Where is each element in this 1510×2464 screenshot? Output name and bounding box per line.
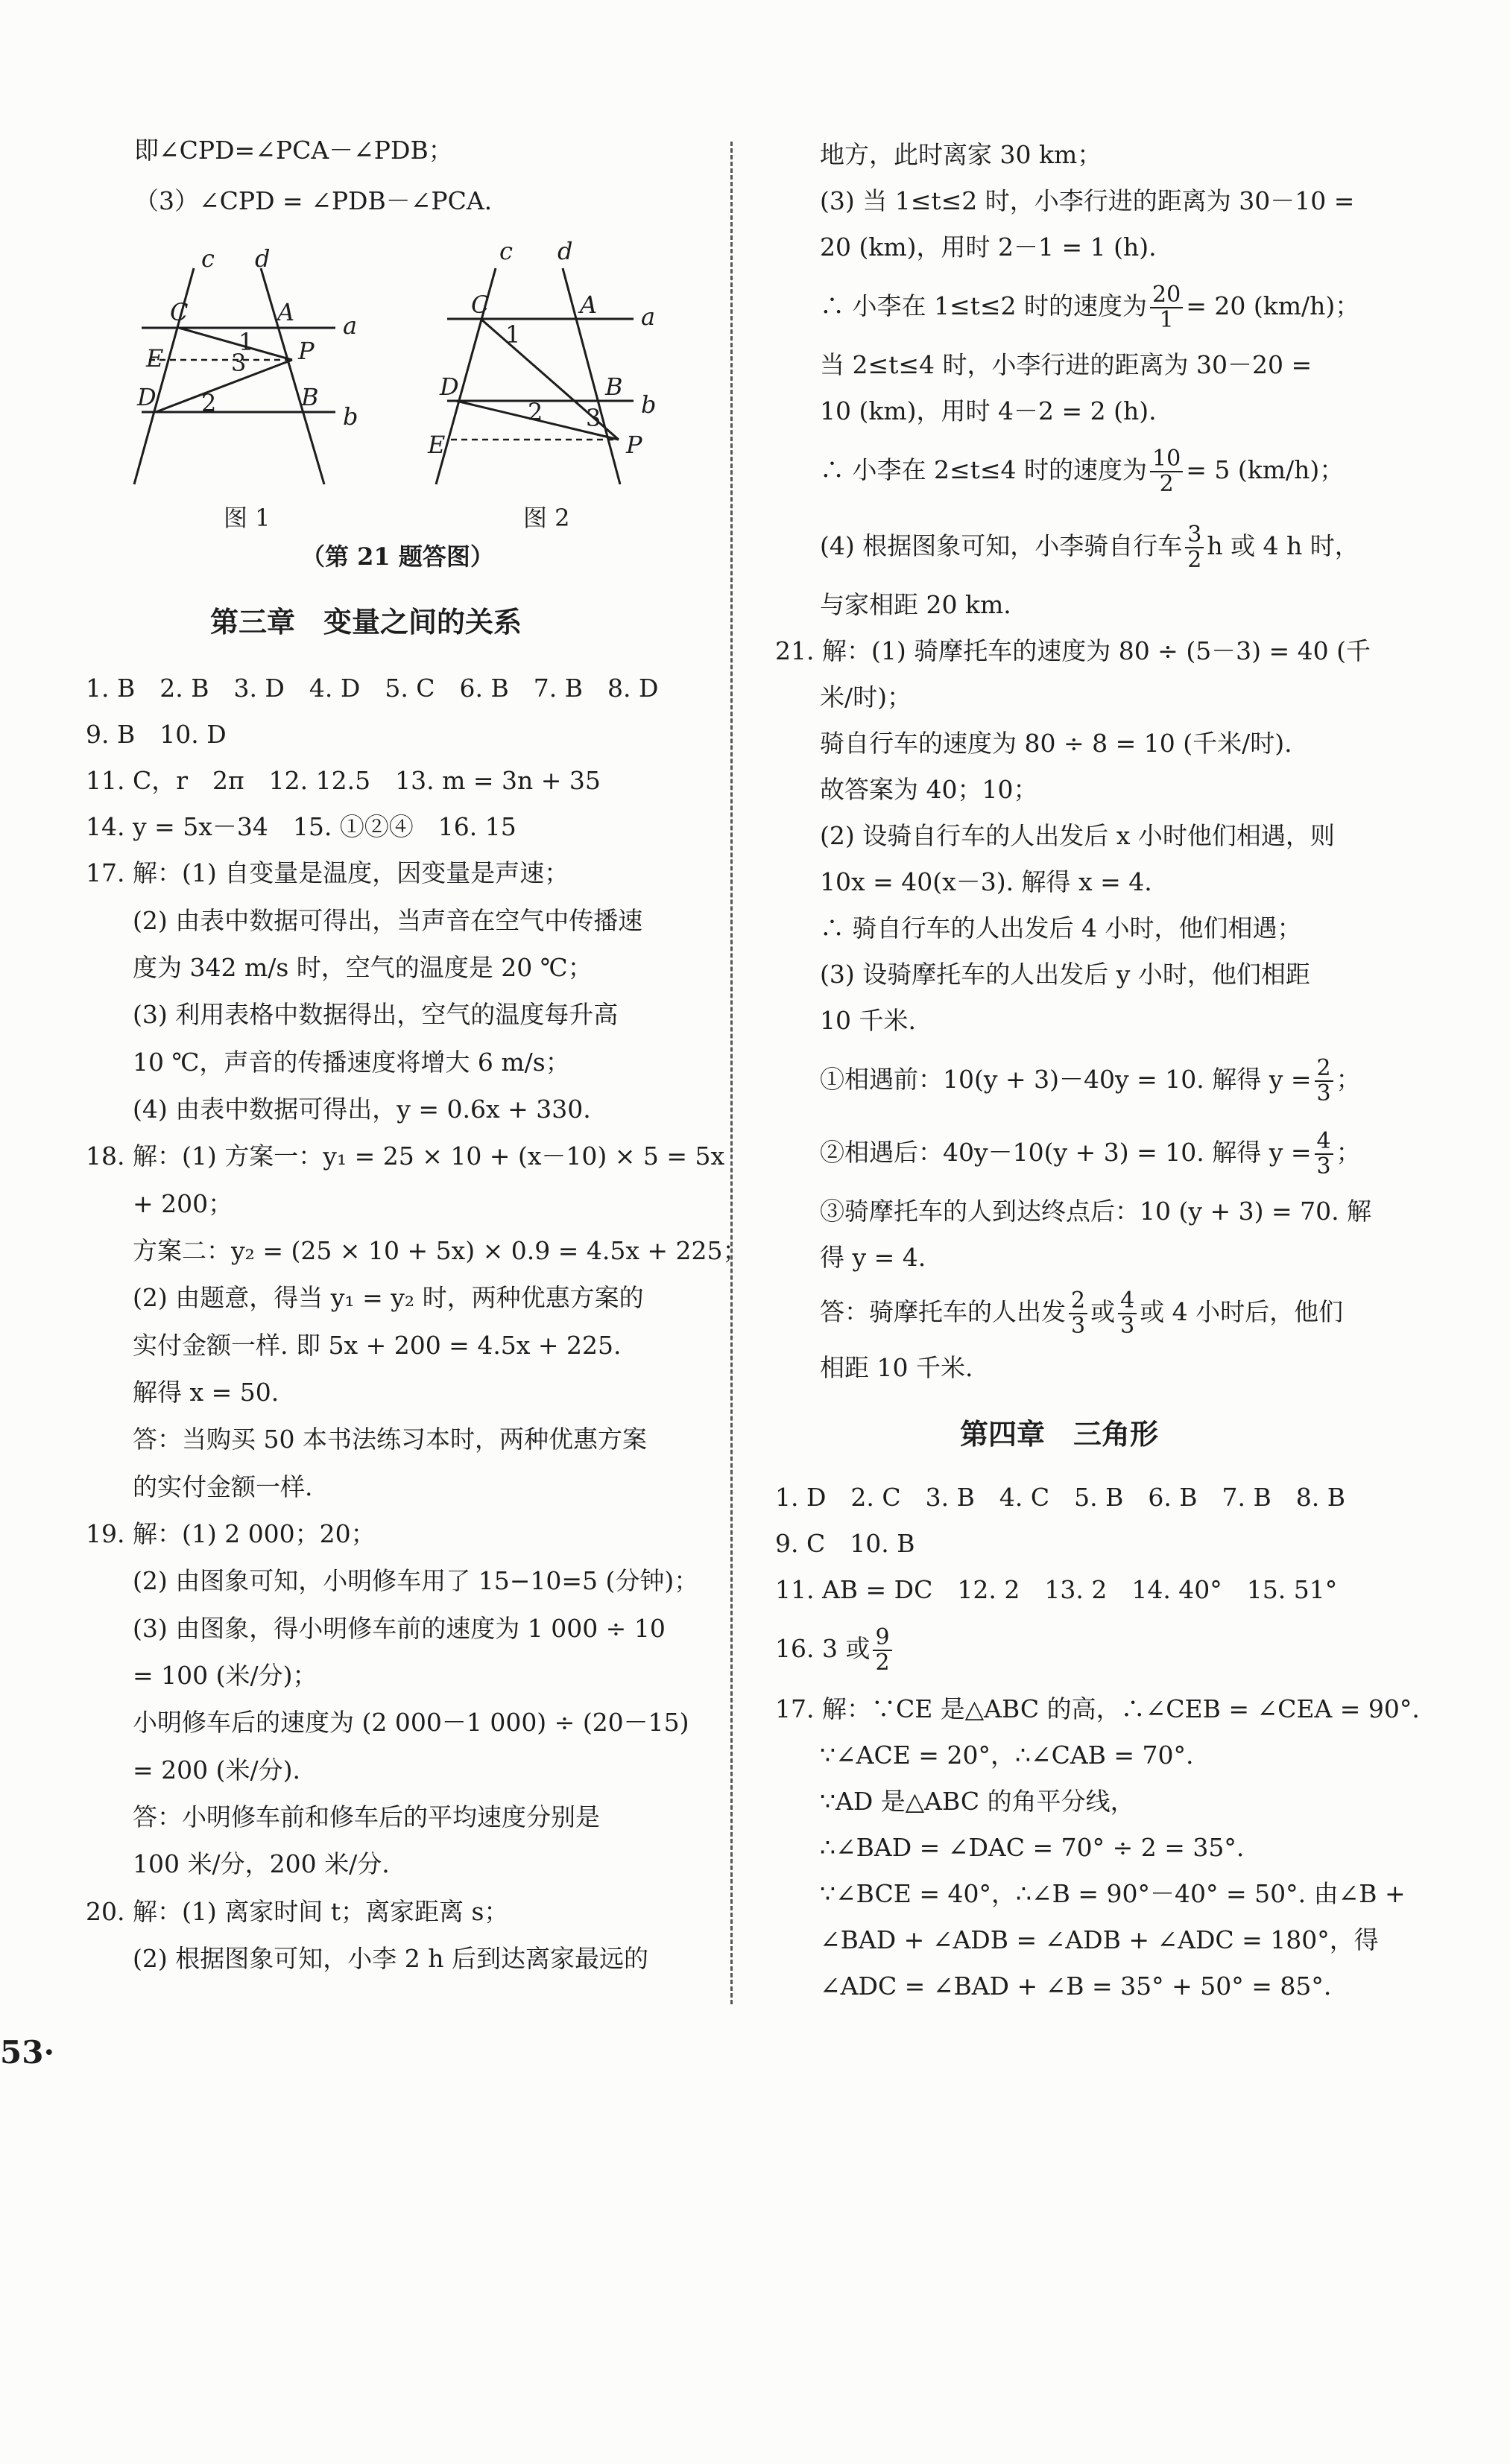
text-line: 与家相距 20 km. xyxy=(820,590,1011,619)
text-line: 得 y = 4. xyxy=(820,1243,926,1272)
answer-line: 19. 解：(1) 2 000；20； xyxy=(86,1519,376,1548)
answer-line: 100 米/分，200 米/分. xyxy=(133,1849,390,1878)
answer-line: 度为 342 m/s 时，空气的温度是 20 ℃； xyxy=(133,953,593,982)
text: ①相遇前：10(y + 3)－40y = 10. 解得 y = xyxy=(820,1065,1312,1094)
text-line: 即∠CPD=∠PCA－∠PDB； xyxy=(134,136,453,165)
fig1-label: 3 xyxy=(231,349,247,377)
numerator: 9 xyxy=(873,1626,891,1651)
denominator: 3 xyxy=(1120,1313,1135,1339)
answer-line: (2) 根据图象可知，小李 2 h 后到达离家最远的 xyxy=(133,1944,648,1973)
text: ②相遇后：40y－10(y + 3) = 10. 解得 y = xyxy=(820,1138,1312,1167)
answer-line: 18. 解：(1) 方案一：y₁ = 25 × 10 + (x－10) × 5 = 5x xyxy=(86,1141,725,1171)
answer-line: ∵∠ACE = 20°，∴∠CAB = 70°. xyxy=(820,1741,1194,1770)
fraction xyxy=(1150,447,1183,496)
chapter-title: 第三章 变量之间的关系 xyxy=(210,605,522,639)
denominator: 2 xyxy=(1159,471,1174,497)
text-line: 故答案为 40；10； xyxy=(820,775,1038,804)
answer-line: 答：当购买 50 本书法练习本时，两种优惠方案 xyxy=(133,1425,647,1454)
text-line: (3) 当 1≤t≤2 时，小李行进的距离为 30－10 = xyxy=(820,186,1355,215)
fraction xyxy=(1185,523,1204,572)
answer-fraction-line xyxy=(820,1289,1343,1338)
text: ； xyxy=(1336,1138,1361,1167)
case-2-line xyxy=(820,1130,1361,1179)
denominator: 2 xyxy=(875,1650,890,1676)
figure-caption: 图 2 xyxy=(523,504,570,532)
answer-line: 答：小明修车前和修车后的平均速度分别是 xyxy=(133,1802,600,1831)
answer-line: ∴∠BAD = ∠DAC = 70° ÷ 2 = 35°. xyxy=(820,1833,1245,1862)
q16-line xyxy=(775,1626,895,1675)
answer-line: 14. y = 5x－34 15. ①②④ 16. 15 xyxy=(86,812,517,841)
answer-line: 20. 解：(1) 离家时间 t；离家距离 s； xyxy=(86,1897,509,1926)
q4-line xyxy=(820,523,1359,572)
chapter-title: 第四章 三角形 xyxy=(960,1417,1159,1451)
page-number: 53· xyxy=(0,2034,55,2071)
text-line: (2) 设骑自行车的人出发后 x 小时他们相遇，则 xyxy=(820,821,1335,850)
fraction xyxy=(1315,1130,1333,1179)
text-line: 当 2≤t≤4 时，小李行进的距离为 30－20 = xyxy=(820,350,1312,379)
answer-line: ∠ADC = ∠BAD + ∠B = 35° + 50° = 85°. xyxy=(820,1971,1332,2001)
text-line: 10 (km)，用时 4－2 = 2 (h). xyxy=(820,396,1157,425)
fig1-label: a xyxy=(343,311,358,340)
answer-line: + 200； xyxy=(133,1189,233,1218)
text-line: 20 (km)，用时 2－1 = 1 (h). xyxy=(820,232,1157,262)
answer-line: (3) 利用表格中数据得出，空气的温度每升高 xyxy=(133,1000,619,1029)
text: h 或 4 h 时， xyxy=(1207,531,1359,560)
text-line: 21. 解：(1) 骑摩托车的速度为 80 ÷ (5－3) = 40 (千 xyxy=(775,636,1371,665)
answer-line: 1. B 2. B 3. D 4. D 5. C 6. B 7. B 8. D xyxy=(86,674,659,703)
fraction xyxy=(1069,1289,1087,1338)
denominator: 3 xyxy=(1071,1313,1086,1339)
answer-line: = 100 (米/分)； xyxy=(133,1661,318,1690)
answer-line: (2) 由表中数据可得出，当声音在空气中传播速 xyxy=(133,906,643,935)
fraction xyxy=(873,1626,891,1675)
text-line: （3）∠CPD = ∠PDB－∠PCA. xyxy=(134,186,493,215)
figure-2 xyxy=(417,238,686,492)
answer-line: 小明修车后的速度为 (2 000－1 000) ÷ (20－15) xyxy=(133,1708,689,1737)
numerator: 10 xyxy=(1150,447,1183,472)
fig1-label: 1 xyxy=(238,328,254,356)
answer-line: ∵AD 是△ABC 的角平分线， xyxy=(820,1787,1135,1816)
text: 或 xyxy=(1090,1297,1116,1326)
fig2-label: 2 xyxy=(528,398,543,426)
text: 16. 3 或 xyxy=(775,1634,871,1663)
denominator: 1 xyxy=(1159,307,1174,333)
column-divider xyxy=(730,142,733,2004)
answer-line: (3) 由图象，得小明修车前的速度为 1 000 ÷ 10 xyxy=(133,1614,666,1643)
numerator: 4 xyxy=(1118,1289,1137,1314)
fig2-label: 1 xyxy=(505,320,521,349)
answer-line: 的实付金额一样. xyxy=(133,1472,313,1501)
fig2-label: B xyxy=(605,373,623,401)
fig1-label: E xyxy=(146,344,164,373)
answer-line: 11. C，r 2π 12. 12.5 13. m = 3n + 35 xyxy=(86,766,601,795)
fig1-label: P xyxy=(298,337,315,365)
text-line: 骑自行车的速度为 80 ÷ 8 = 10 (千米/时). xyxy=(820,729,1292,758)
answer-line: 9. C 10. B xyxy=(775,1529,915,1558)
speed-line-1 xyxy=(820,283,1359,332)
text: ∴ 小李在 2≤t≤4 时的速度为 xyxy=(820,455,1148,484)
fig2-label: a xyxy=(641,303,656,331)
text: = 5 (km/h)； xyxy=(1186,455,1345,484)
answer-line: 1. D 2. C 3. B 4. C 5. B 6. B 7. B 8. B xyxy=(775,1483,1346,1512)
fig2-label: 3 xyxy=(586,404,601,432)
answer-line: 11. AB = DC 12. 2 13. 2 14. 40° 15. 51° xyxy=(775,1575,1338,1604)
figure-1 xyxy=(119,238,388,492)
answer-line: ∠BAD + ∠ADB = ∠ADB + ∠ADC = 180°，得 xyxy=(820,1925,1379,1954)
text: = 20 (km/h)； xyxy=(1186,291,1360,320)
fig1-label: b xyxy=(343,402,358,431)
fig1-label: D xyxy=(137,383,157,411)
text-line: ③骑摩托车的人到达终点后：10 (y + 3) = 70. 解 xyxy=(820,1197,1372,1226)
fig2-label: A xyxy=(580,291,598,319)
answer-line: (4) 由表中数据可得出，y = 0.6x + 330. xyxy=(133,1095,591,1124)
fig1-label: c xyxy=(201,244,215,273)
text-line: ∴ 骑自行车的人出发后 4 小时，他们相遇； xyxy=(820,913,1302,943)
answer-line: 解得 x = 50. xyxy=(133,1378,279,1407)
answer-line: 9. B 10. D xyxy=(86,720,227,749)
answer-line: ∵∠BCE = 40°，∴∠B = 90°－40° = 50°. 由∠B + xyxy=(820,1879,1406,1908)
fig2-label: E xyxy=(428,431,446,459)
fig1-label: A xyxy=(277,298,295,326)
fraction xyxy=(1150,283,1183,332)
text: (4) 根据图象可知，小李骑自行车 xyxy=(820,531,1183,560)
text-line: 相距 10 千米. xyxy=(820,1353,973,1382)
answer-line: 10 ℃，声音的传播速度将增大 6 m/s； xyxy=(133,1048,570,1077)
speed-line-2 xyxy=(820,447,1344,496)
numerator: 20 xyxy=(1150,283,1183,308)
text-line: 10 千米. xyxy=(820,1006,916,1035)
fig1-label: B xyxy=(301,383,319,411)
fig2-label: d xyxy=(557,238,573,265)
numerator: 3 xyxy=(1185,523,1204,548)
numerator: 4 xyxy=(1315,1130,1333,1155)
answer-line: 17. 解：(1) 自变量是温度，因变量是声速； xyxy=(86,858,569,887)
text-line: 地方，此时离家 30 km； xyxy=(820,140,1102,169)
denominator: 3 xyxy=(1316,1080,1331,1106)
text-line: 米/时)； xyxy=(820,682,912,712)
fraction xyxy=(1315,1057,1333,1106)
text-line: (3) 设骑摩托车的人出发后 y 小时，他们相距 xyxy=(820,960,1310,989)
fig2-label: c xyxy=(499,238,513,265)
answer-line: (2) 由图象可知，小明修车用了 15−10=5 (分钟)； xyxy=(133,1566,699,1595)
fraction xyxy=(1118,1289,1137,1338)
answer-line: 实付金额一样. 即 5x + 200 = 4.5x + 225. xyxy=(133,1331,622,1360)
fig1-label: C xyxy=(170,298,189,326)
text-line: 10x = 40(x－3). 解得 x = 4. xyxy=(820,867,1152,896)
answer-line: 方案二：y₂ = (25 × 10 + 5x) × 0.9 = 4.5x + 225； xyxy=(133,1236,748,1265)
fig1-label: 2 xyxy=(201,389,217,417)
figure-title: （第 21 题答图） xyxy=(301,542,494,571)
case-1-line xyxy=(820,1057,1361,1106)
fig2-label: P xyxy=(626,431,642,459)
numerator: 2 xyxy=(1315,1057,1333,1082)
answer-line: = 200 (米/分). xyxy=(133,1755,300,1784)
numerator: 2 xyxy=(1069,1289,1087,1314)
fig1-label: d xyxy=(255,244,271,273)
fig2-label: b xyxy=(641,390,657,419)
figure-caption: 图 1 xyxy=(224,504,271,532)
text: ∴ 小李在 1≤t≤2 时的速度为 xyxy=(820,291,1148,320)
denominator: 2 xyxy=(1187,547,1202,573)
denominator: 3 xyxy=(1316,1153,1331,1179)
answer-line: (2) 由题意，得当 y₁ = y₂ 时，两种优惠方案的 xyxy=(133,1283,644,1312)
answer-line: 17. 解：∵CE 是△ABC 的高，∴∠CEB = ∠CEA = 90°. xyxy=(775,1694,1420,1723)
fig2-label: C xyxy=(471,291,490,319)
fig2-label: D xyxy=(440,373,459,401)
text: ； xyxy=(1336,1065,1361,1094)
text: 或 4 小时后，他们 xyxy=(1140,1297,1344,1326)
text: 答：骑摩托车的人出发 xyxy=(820,1297,1066,1326)
